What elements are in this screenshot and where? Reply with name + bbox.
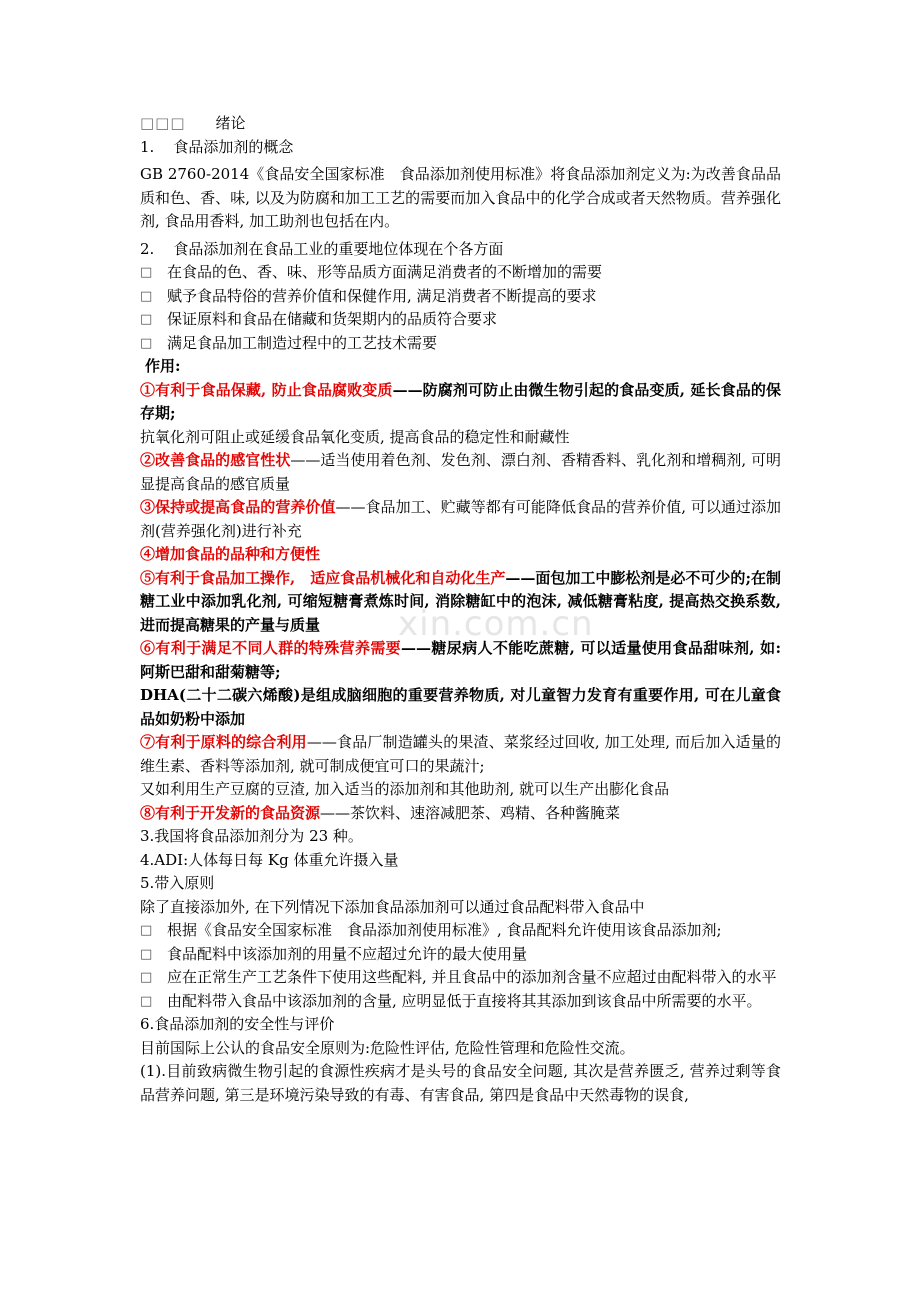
section-1-paragraph: GB 2760-2014《食品安全国家标准 食品添加剂使用标准》将食品添加剂定义为:为改善食品品质和色、香、味, 以及为防腐和加工工艺的需要而加入食品中的化学合成或者天然物质。营养强化剂, 食品用香料, 加工助剂也包括在内。: [140, 165, 781, 230]
section-2-title: 2. 食品添加剂在食品工业的重要地位体现在个各方面: [140, 239, 504, 258]
bullet-icon: □: [140, 946, 153, 962]
bullet-icon: □: [140, 288, 153, 304]
document-body: [140, 112, 781, 1107]
role-item-7-extra: 又如利用生产豆腐的豆渣, 加入适当的添加剂和其他助剂, 就可以生产出膨化食品: [140, 780, 670, 798]
section-4: 4.ADI:人体每日每 Kg 体重允许摄入量: [140, 850, 399, 869]
role-item-4: ④增加食品的品种和方便性: [140, 545, 321, 563]
list-item: □ 在食品的色、香、味、形等品质方面满足消费者的不断增加的需要: [140, 261, 781, 285]
role-label: 作用:: [145, 357, 181, 375]
list-item: □ 由配料带入食品中该添加剂的含量, 应明显低于直接将其其添加到该食品中所需要的水平。: [140, 990, 781, 1014]
bullet-icon: □: [140, 312, 153, 327]
section-1-title: 1. 食品添加剂的概念: [140, 137, 294, 156]
list-item: □ 食品配料中该添加剂的用量不应超过允许的最大使用量: [140, 943, 781, 967]
section-6-paragraph-2: (1).目前致病微生物引起的食源性疾病才是头号的食品安全问题, 其次是营养匮乏, 营养过剩等食品营养问题, 第三是环境污染导致的有毒、有害食品, 第四是食品中天然毒物的误食,: [140, 1062, 781, 1104]
list-item: □ 保证原料和食品在储藏和货架期内的品质符合要求: [140, 308, 781, 332]
section-6-title: 6.食品添加剂的安全性与评价: [140, 1015, 335, 1033]
list-item: □ 满足食品加工制造过程中的工艺技术需要: [140, 332, 781, 356]
role-item-2: ②改善食品的感官性状——适当使用着色剂、发色剂、漂白剂、香精香料、乳化剂和增稠剂, 可明显提高食品的感官质量: [140, 451, 781, 493]
section-3: 3.我国将食品添加剂分为 23 种。: [140, 827, 363, 845]
bullet-icon: □: [140, 993, 153, 1009]
role-item-7: ⑦有利于原料的综合利用——食品厂制造罐头的果渣、菜浆经过回收, 加工处理, 而后加入适量的维生素、香料等添加剂, 就可制成便宜可口的果蔬汁;: [140, 733, 781, 775]
section-5-title: 5.带入原则: [140, 874, 215, 892]
chapter-title: 绪论: [215, 114, 246, 132]
chapter-heading: [140, 112, 781, 136]
bullet-icon: □: [140, 265, 153, 280]
list-item: □ 应在正常生产工艺条件下使用这些配料, 并且食品中的添加剂含量不应超过由配料带入的水平: [140, 966, 781, 990]
list-item: □ 根据《食品安全国家标准 食品添加剂使用标准》, 食品配料允许使用该食品添加剂;: [140, 919, 781, 943]
role-item-6: ⑥有利于满足不同人群的特殊营养需要——糖尿病人不能吃蔗糖, 可以适量使用食品甜味剂, 如:阿斯巴甜和甜菊糖等;: [140, 639, 781, 681]
role-item-1-extra: 抗氧化剂可阻止或延缓食品氧化变质, 提高食品的稳定性和耐藏性: [140, 427, 570, 446]
list-item: □ 赋予食品特俗的营养价值和保健作用, 满足消费者不断提高的要求: [140, 285, 781, 309]
section-6-paragraph-1: 目前国际上公认的食品安全原则为:危险性评估, 危险性管理和危险性交流。: [140, 1038, 635, 1057]
bullet-icon: □: [140, 335, 153, 351]
role-item-6-extra: DHA(二十二碳六烯酸)是组成脑细胞的重要营养物质, 对儿童智力发育有重要作用, 可在儿童食品如奶粉中添加: [140, 686, 781, 728]
role-item-1: ①有利于食品保藏, 防止食品腐败变质——防腐剂可防止由微生物引起的食品变质, 延长食品的保存期;: [140, 380, 781, 422]
watermark: xin.com.cn: [398, 604, 594, 644]
role-item-5: ⑤有利于食品加工操作, 适应食品机械化和自动化生产——面包加工中膨松剂是必不可少的;在制糖工业中添加乳化剂, 可缩短糖膏煮炼时间, 消除糖缸中的泡沫, 减低糖膏粘度, 提高热交换系数, 进而提高糖果的产量与质量: [140, 568, 781, 634]
role-item-8: ⑧有利于开发新的食品资源——茶饮料、速溶减肥茶、鸡精、各种酱腌菜: [140, 803, 621, 822]
section-5-intro: 除了直接添加外, 在下列情况下添加食品添加剂可以通过食品配料带入食品中: [140, 897, 645, 916]
bullet-icon: □: [140, 923, 153, 938]
bullet-icon: □: [140, 970, 153, 985]
role-item-3: ③保持或提高食品的营养价值——食品加工、贮藏等都有可能降低食品的营养价值, 可以通过添加剂(营养强化剂)进行补充: [140, 498, 781, 540]
chapter-number: □□□: [140, 114, 186, 132]
